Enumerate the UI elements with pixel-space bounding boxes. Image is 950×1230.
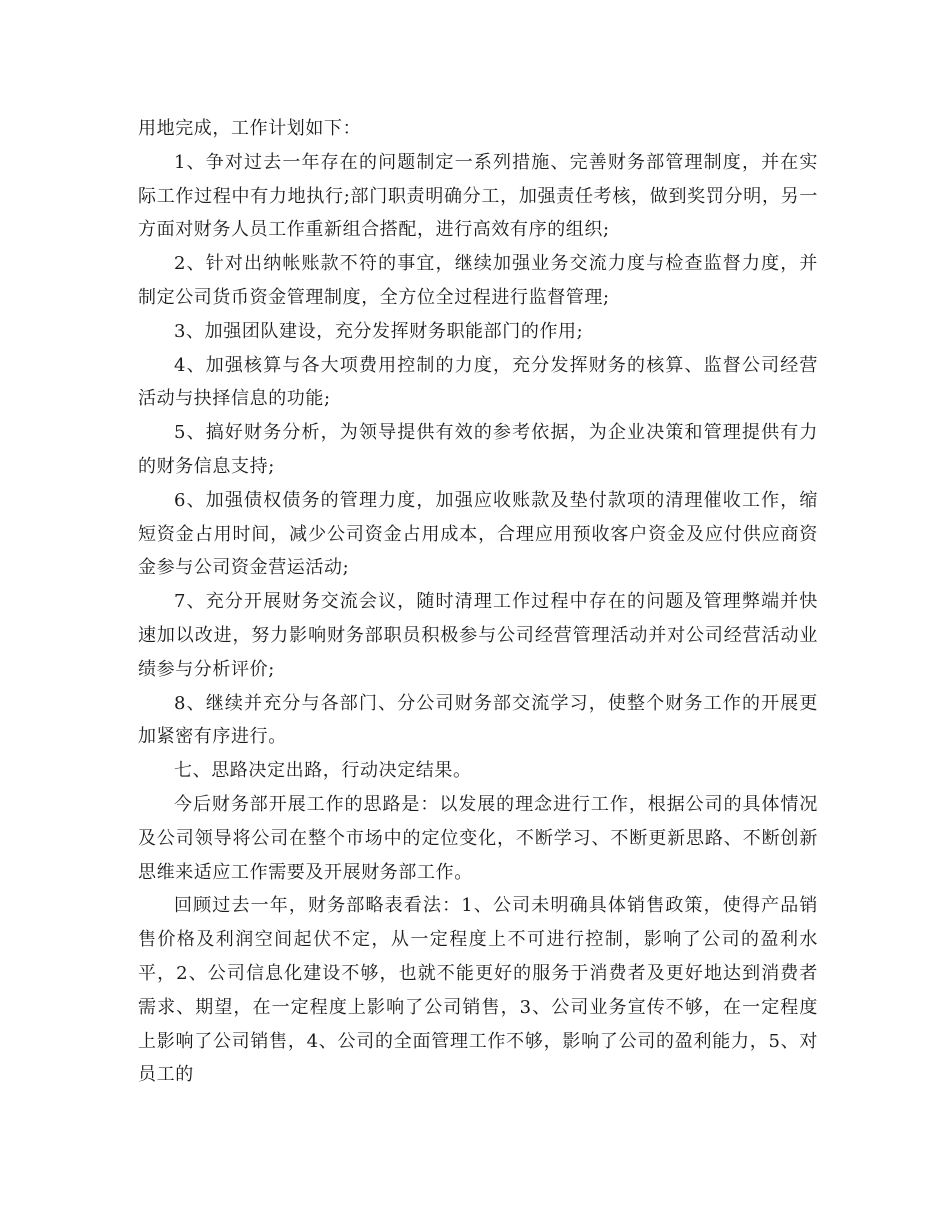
paragraph-item-4: 4、加强核算与各大项费用控制的力度，充分发挥财务的核算、监督公司经营活动与抉择信息的功能; [138, 354, 818, 410]
section-heading-7: 七、思路决定出路，行动决定结果。 [174, 760, 472, 782]
paragraph-item-8: 8、继续并充分与各部门、分公司财务部交流学习，使整个财务工作的开展更加紧密有序进行。 [138, 692, 818, 748]
paragraph-item-7: 7、充分开展财务交流会议，随时清理工作过程中存在的问题及管理弊端并快速加以改进，努力影响财务部职员积极参与公司经营管理活动并对公司经营活动业绩参与分析评价; [138, 591, 818, 680]
paragraph-item-2: 2、针对出纳帐账款不符的事宜，继续加强业务交流力度与检查监督力度，并制定公司货币资金管理制度，全方位全过程进行监督管理; [138, 253, 818, 308]
paragraph-item-1: 1、争对过去一年存在的问题制定一系列措施、完善财务部管理制度，并在实际工作过程中有力地执行;部门职责明确分工，加强责任考核，做到奖罚分明，另一方面对财务人员工作重新组合搭配，进行高效有序的组织; [138, 151, 818, 241]
paragraph-item-5: 5、搞好财务分析，为领导提供有效的参考依据，为企业决策和管理提供有力的财务信息支持; [138, 422, 818, 477]
document-body [138, 112, 818, 1092]
paragraph-item-6: 6、加强债权债务的管理力度，加强应收账款及垫付款项的清理催收工作，缩短资金占用时间，减少公司资金占用成本，合理应用预收客户资金及应付供应商资金参与公司资金营运活动; [138, 489, 818, 579]
paragraph-review: 回顾过去一年，财务部略表看法：1、公司未明确具体销售政策，使得产品销售价格及利润空间起伏不定，从一定程度上不可进行控制，影响了公司的盈利水平，2、公司信息化建设不够，也就不能更好的服务于消费者及更好地达到消费者需求、期望，在一定程度上影响了公司销售，3、公司业务宣传不够，在一定程度上影响了公司销售，4、公司的全面管理工作不够，影响了公司的盈利能力，5、对员工的 [138, 895, 818, 1086]
paragraph-thinking: 今后财务部开展工作的思路是：以发展的理念进行工作，根据公司的具体情况及公司领导将公司在整个市场中的定位变化，不断学习、不断更新思路、不断创新思维来适应工作需要及开展财务部工作。 [138, 793, 818, 883]
paragraph-intro: 用地完成，工作计划如下： [138, 118, 362, 139]
paragraph-item-3: 3、加强团队建设，充分发挥财务职能部门的作用; [174, 320, 584, 342]
